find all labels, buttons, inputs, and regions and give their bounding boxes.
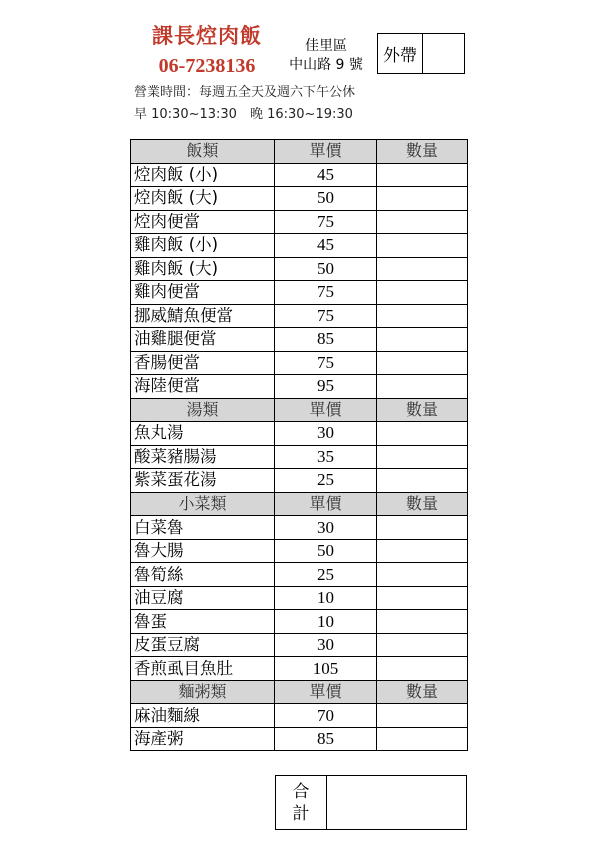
menu-item-row	[131, 281, 468, 305]
quantity-field[interactable]	[377, 610, 468, 634]
quantity-field[interactable]	[377, 304, 468, 328]
quantity-field[interactable]	[377, 163, 468, 187]
menu-item-price: 50	[275, 187, 377, 211]
menu-item-row	[131, 633, 468, 657]
category-title: 麵粥類	[131, 680, 275, 704]
quantity-header: 數量	[377, 398, 468, 422]
menu-item-price: 30	[275, 633, 377, 657]
menu-item-price: 45	[275, 163, 377, 187]
menu-item-name: 雞肉飯 (大)	[131, 257, 275, 281]
menu-item-price: 85	[275, 328, 377, 352]
menu-table	[130, 139, 468, 751]
menu-item-name: 雞肉便當	[131, 281, 275, 305]
menu-item-price: 85	[275, 727, 377, 751]
menu-item-name: 魯蛋	[131, 610, 275, 634]
menu-item-name: 魚丸湯	[131, 422, 275, 446]
price-header: 單價	[275, 680, 377, 704]
quantity-field[interactable]	[377, 727, 468, 751]
menu-item-row	[131, 304, 468, 328]
quantity-field[interactable]	[377, 281, 468, 305]
menu-item-name: 皮蛋豆腐	[131, 633, 275, 657]
quantity-field[interactable]	[377, 469, 468, 493]
menu-item-name: 香煎虱目魚肚	[131, 657, 275, 681]
category-title: 飯類	[131, 140, 275, 164]
menu-item-name: 海陸便當	[131, 375, 275, 399]
menu-item-name: 魯筍絲	[131, 563, 275, 587]
price-header: 單價	[275, 492, 377, 516]
shop-phone: 06-7238136	[158, 55, 256, 77]
menu-item-row	[131, 257, 468, 281]
menu-item-name: 海產粥	[131, 727, 275, 751]
menu-item-row	[131, 375, 468, 399]
menu-item-price: 75	[275, 210, 377, 234]
menu-item-price: 50	[275, 539, 377, 563]
business-hours: 早 10:30~13:30 晚 16:30~19:30	[134, 107, 353, 122]
menu-item-name: 魯大腸	[131, 539, 275, 563]
menu-item-name: 油豆腐	[131, 586, 275, 610]
shop-name: 課長焢肉飯	[152, 23, 262, 48]
category-header-row	[131, 140, 468, 164]
category-title: 小菜類	[131, 492, 275, 516]
menu-item-price: 10	[275, 586, 377, 610]
total-box	[275, 775, 467, 830]
menu-item-name: 酸菜豬腸湯	[131, 445, 275, 469]
quantity-field[interactable]	[377, 328, 468, 352]
takeout-label: 外帶	[378, 34, 423, 73]
quantity-field[interactable]	[377, 234, 468, 258]
total-label-top: 合	[292, 781, 310, 802]
menu-item-name: 焢肉便當	[131, 210, 275, 234]
takeout-box	[377, 33, 465, 74]
menu-item-name: 焢肉飯 (小)	[131, 163, 275, 187]
menu-item-row	[131, 187, 468, 211]
menu-item-price: 50	[275, 257, 377, 281]
menu-item-row	[131, 539, 468, 563]
menu-item-name: 紫菜蛋花湯	[131, 469, 275, 493]
price-header: 單價	[275, 140, 377, 164]
quantity-field[interactable]	[377, 422, 468, 446]
menu-item-price: 35	[275, 445, 377, 469]
business-hours-note: 營業時間：每週五全天及週六下午公休	[134, 85, 356, 100]
quantity-field[interactable]	[377, 586, 468, 610]
category-header-row	[131, 680, 468, 704]
menu-item-price: 25	[275, 469, 377, 493]
menu-item-price: 30	[275, 516, 377, 540]
quantity-header: 數量	[377, 680, 468, 704]
menu-item-price: 75	[275, 281, 377, 305]
menu-item-name: 香腸便當	[131, 351, 275, 375]
menu-item-row	[131, 163, 468, 187]
total-amount-field[interactable]	[327, 776, 466, 829]
menu-item-price: 95	[275, 375, 377, 399]
quantity-field[interactable]	[377, 351, 468, 375]
menu-item-row	[131, 657, 468, 681]
takeout-checkbox[interactable]	[423, 34, 464, 73]
quantity-field[interactable]	[377, 375, 468, 399]
menu-item-price: 70	[275, 704, 377, 728]
menu-item-price: 10	[275, 610, 377, 634]
menu-item-row	[131, 516, 468, 540]
price-header: 單價	[275, 398, 377, 422]
menu-item-row	[131, 445, 468, 469]
quantity-field[interactable]	[377, 657, 468, 681]
menu-item-price: 75	[275, 351, 377, 375]
quantity-field[interactable]	[377, 563, 468, 587]
address-street: 中山路 9 號	[289, 57, 363, 73]
menu-item-row	[131, 727, 468, 751]
menu-item-row	[131, 210, 468, 234]
quantity-field[interactable]	[377, 516, 468, 540]
quantity-field[interactable]	[377, 704, 468, 728]
menu-item-price: 30	[275, 422, 377, 446]
menu-item-row	[131, 351, 468, 375]
menu-item-row	[131, 234, 468, 258]
menu-item-row	[131, 586, 468, 610]
menu-item-name: 油雞腿便當	[131, 328, 275, 352]
menu-item-price: 45	[275, 234, 377, 258]
quantity-field[interactable]	[377, 445, 468, 469]
address-district: 佳里區	[305, 38, 347, 54]
quantity-field[interactable]	[377, 539, 468, 563]
menu-item-name: 雞肉飯 (小)	[131, 234, 275, 258]
menu-item-row	[131, 422, 468, 446]
quantity-field[interactable]	[377, 257, 468, 281]
menu-item-row	[131, 704, 468, 728]
menu-item-price: 105	[275, 657, 377, 681]
menu-item-price: 75	[275, 304, 377, 328]
menu-item-row	[131, 328, 468, 352]
menu-item-name: 挪威鯖魚便當	[131, 304, 275, 328]
total-label-bottom: 計	[292, 803, 310, 824]
menu-item-row	[131, 610, 468, 634]
menu-item-row	[131, 563, 468, 587]
total-label	[276, 776, 327, 829]
menu-item-price: 25	[275, 563, 377, 587]
quantity-field[interactable]	[377, 210, 468, 234]
category-header-row	[131, 398, 468, 422]
quantity-field[interactable]	[377, 187, 468, 211]
menu-item-name: 焢肉飯 (大)	[131, 187, 275, 211]
quantity-header: 數量	[377, 140, 468, 164]
category-title: 湯類	[131, 398, 275, 422]
category-header-row	[131, 492, 468, 516]
menu-item-name: 麻油麵線	[131, 704, 275, 728]
menu-item-name: 白菜魯	[131, 516, 275, 540]
quantity-header: 數量	[377, 492, 468, 516]
menu-item-row	[131, 469, 468, 493]
quantity-field[interactable]	[377, 633, 468, 657]
